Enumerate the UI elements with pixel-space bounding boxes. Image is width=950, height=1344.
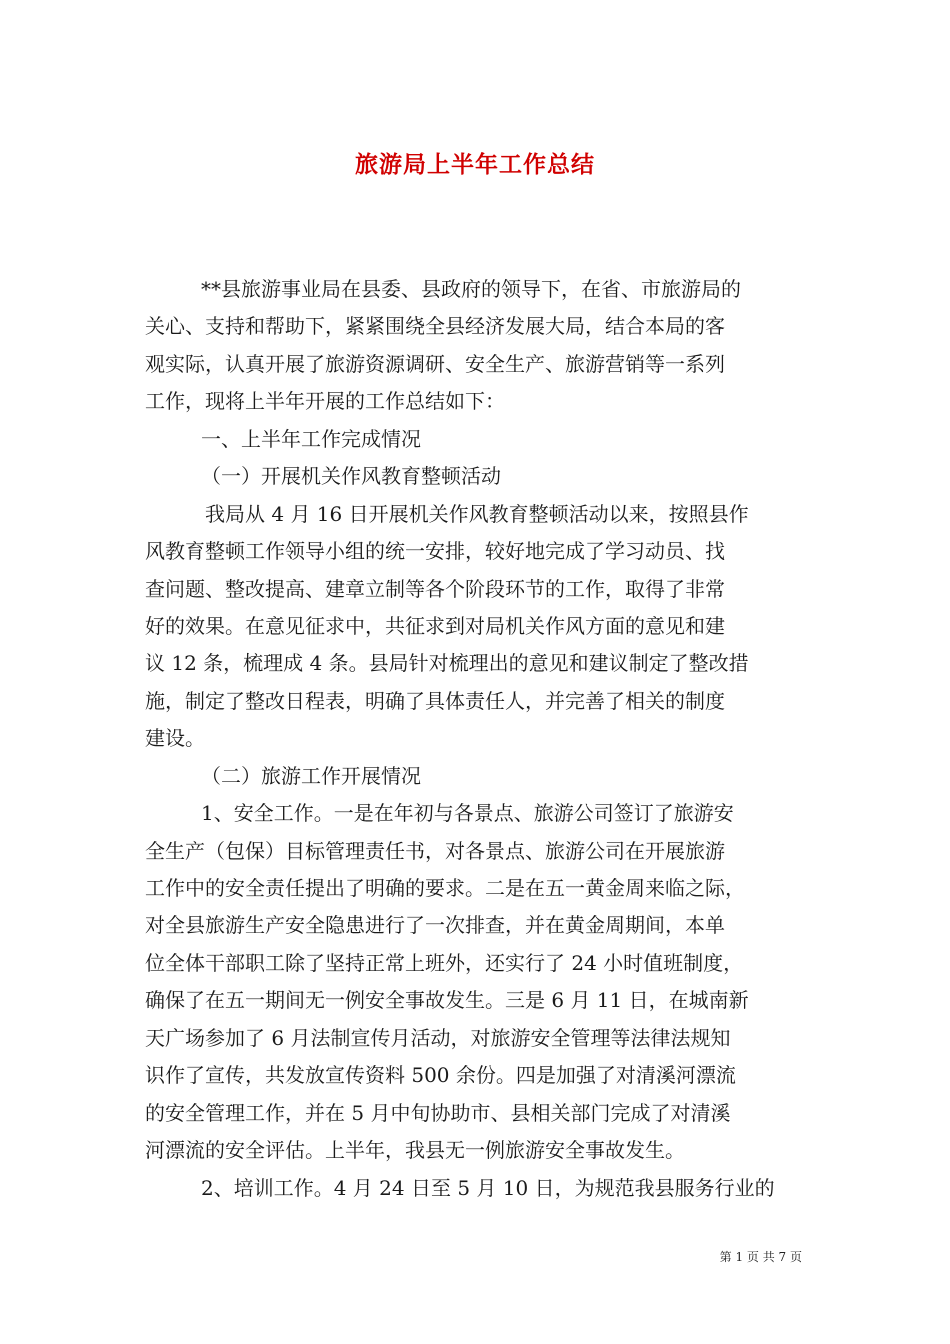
text-line: 2、培训工作。4 月 24 日至 5 月 10 日，为规范我县服务行业的 (201, 1175, 775, 1200)
text-line: 议 12 条，梳理成 4 条。县局针对梳理出的意见和建议制定了整改措 (145, 651, 749, 676)
text-line: 全生产（包保）目标管理责任书，对各景点、旅游公司在开展旅游 (145, 838, 725, 863)
text-line: **县旅游事业局在县委、县政府的领导下，在省、市旅游局的 (201, 277, 741, 301)
text-line: 查问题、整改提高、建章立制等各个阶段环节的工作，取得了非常 (145, 576, 725, 601)
text-line: 1、安全工作。一是在年初与各景点、旅游公司签订了旅游安 (201, 801, 734, 826)
text-line: 河漂流的安全评估。上半年，我县无一例旅游安全事故发生。 (145, 1138, 685, 1163)
text-line: 建设。 (145, 726, 205, 751)
text-line: 对全县旅游生产安全隐患进行了一次排查，并在黄金周期间，本单 (145, 913, 725, 938)
text-line: 观实际，认真开展了旅游资源调研、安全生产、旅游营销等一系列 (145, 351, 725, 376)
text-line: 一、上半年工作完成情况 (201, 426, 421, 451)
text-line: 识作了宣传，共发放宣传资料 500 余份。四是加强了对清溪河漂流 (145, 1063, 736, 1088)
text-line: 确保了在五一期间无一例安全事故发生。三是 6 月 11 日，在城南新 (145, 988, 749, 1013)
text-line: 工作，现将上半年开展的工作总结如下： (145, 389, 505, 414)
text-line: 天广场参加了 6 月法制宣传月活动，对旅游安全管理等法律法规知 (145, 1025, 731, 1050)
text-line: 施，制定了整改日程表，明确了具体责任人，并完善了相关的制度 (145, 688, 725, 713)
text-line: （一）开展机关作风教育整顿活动 (201, 464, 501, 489)
page-title: 旅游局上半年工作总结 (355, 151, 595, 179)
text-line: 风教育整顿工作领导小组的统一安排，较好地完成了学习动员、找 (145, 539, 725, 564)
text-line: （二）旅游工作开展情况 (201, 763, 421, 788)
text-line: 我局从 4 月 16 日开展机关作风教育整顿活动以来，按照县作 (205, 501, 749, 526)
text-line: 好的效果。在意见征求中，共征求到对局机关作风方面的意见和建 (145, 613, 725, 638)
text-line: 的安全管理工作，并在 5 月中旬协助市、县相关部门完成了对清溪 (145, 1100, 731, 1125)
text-line: 关心、支持和帮助下，紧紧围绕全县经济发展大局，结合本局的客 (145, 314, 725, 339)
document-body (145, 271, 805, 1207)
text-line: 工作中的安全责任提出了明确的要求。二是在五一黄金周来临之际， (145, 876, 745, 900)
text-line: 位全体干部职工除了坚持正常上班外，还实行了 24 小时值班制度， (145, 950, 744, 975)
page-number: 第 1 页 共 7 页 (719, 1250, 802, 1264)
